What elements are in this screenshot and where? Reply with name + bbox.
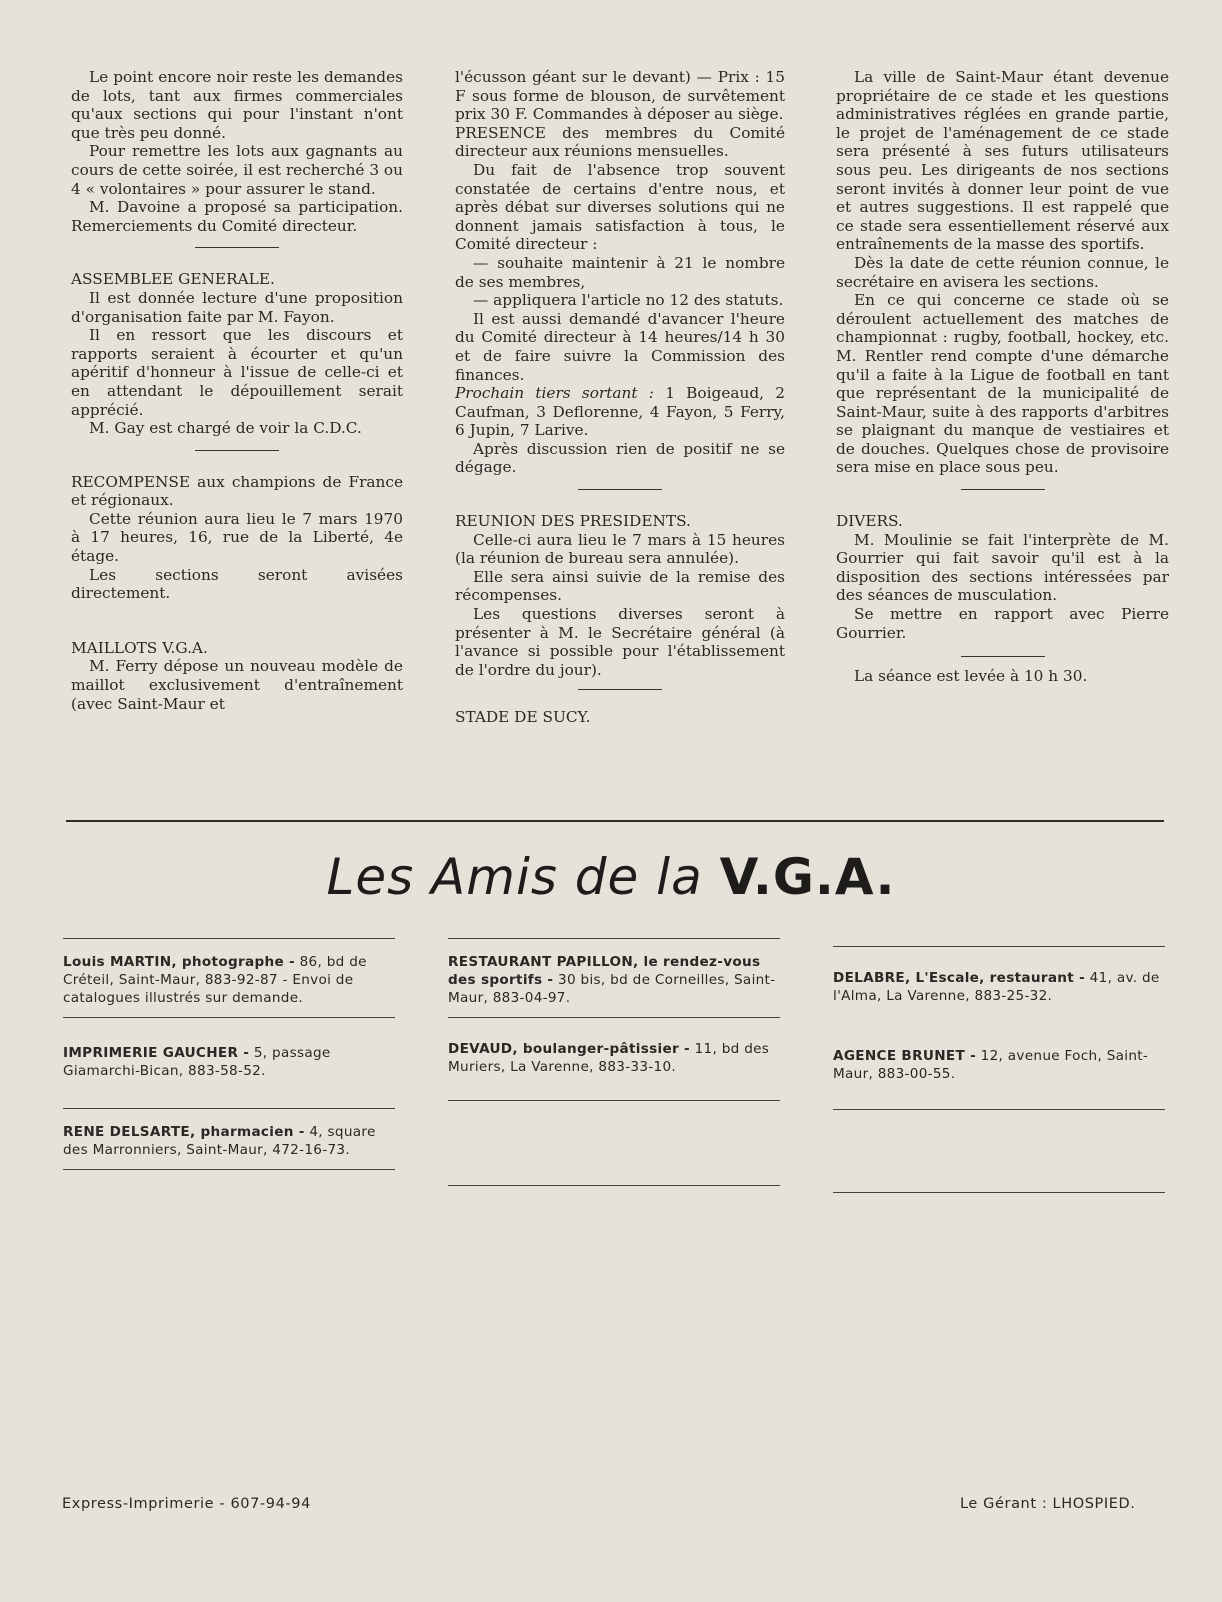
paragraph: Après discussion rien de positif ne se dégage. [455,439,785,477]
ad-name: RESTAURANT PAPILLON, le rendez-vous des sportifs - [448,954,761,988]
footer-printer: Express-Imprimerie - 607-94-94 [62,1496,311,1512]
section-heading-presence: PRESENCE des membres du Comité directeur aux réunions mensuelles. [455,123,785,161]
article-column-3 [836,68,1169,686]
article-column-2 [455,68,785,727]
horizontal-rule [66,820,1164,822]
spacer [71,603,403,621]
paragraph: M. Gay est chargé de voir la C.D.C. [89,419,362,438]
paragraph: Dès la date de cette réunion connue, le secrétaire en avisera les sections. [836,253,1169,291]
ad-text: 11, bd des Muriers, La Varenne, 883-33-10. [448,1041,770,1075]
paragraph: Il est aussi demandé d'avancer l'heure du Comité directeur à 14 heures/14 h 30 et de faire suivre la Commission des finances. [455,309,785,384]
paragraph: Elle sera ainsi suivie de la remise des récompenses. [455,567,785,605]
tiers-label: Prochain tiers sortant : [455,384,654,403]
ad-text: 86, bd de Créteil, Saint-Maur, 883-92-87 - Envoi de catalogues illustrés sur demande. [63,954,367,1006]
paragraph: Il en ressort que les discours et rapports seraient à écourter et qu'un apéritif d'honneur à l'issue de celle-ci et en attendant le dépouillement serait apprécié. [71,326,403,419]
ad-name: DELABRE, L'Escale, restaurant - [833,970,1086,986]
paragraph: — souhaite maintenir à 21 le nombre de ses membres, [455,253,785,291]
ad-empty-slot [833,1110,1165,1192]
ad-delabre [833,947,1165,1015]
advertiser-column-3 [833,938,1165,1193]
spacer [448,1086,780,1100]
paragraph: Celle-ci aura lieu le 7 mars à 15 heures (la réunion de bureau sera annulée). [455,530,785,568]
paragraph-tiers [455,384,785,440]
ad-delsarte [63,1109,395,1169]
ad-text: 30 bis, bd de Corneilles, Saint-Maur, 883-04-97. [448,972,776,1006]
ad-name: RENE DELSARTE, pharmacien - [63,1124,305,1140]
section-divider [961,656,1045,657]
paragraph: En ce qui concerne ce stade où se déroulent actuellement des matches de championnat : rugby, football, hockey, etc. M. Rentler rend compte d'une démarche qu'il a faite à la Ligue de football en tant que représentant de la municipalité de Saint-Maur, suite à des rapports d'arbitres se plaignant du manque de vestiaires et de douches. Quelques chose de provisoire sera mise en place sous peu. [836,291,1169,477]
ad-name: DEVAUD, boulanger-pâtissier - [448,1041,690,1057]
paragraph: M. Davoine a proposé sa participation. Remerciements du Comité directeur. [71,198,403,235]
section-heading-assemblee: ASSEMBLEE GENERALE. [71,270,275,289]
footer-manager: Le Gérant : LHOSPIED. [960,1496,1136,1512]
amis-title [0,848,1222,906]
paragraph: l'écusson géant sur le devant) — Prix : 15 F sous forme de blouson, de survêtement prix 30 F. Commandes à déposer au siège. [455,68,785,124]
paragraph: — appliquera l'article no 12 des statuts. [473,291,784,310]
paragraph: Du fait de l'absence trop souvent constatée de certains d'entre nous, et après débat sur diverses solutions qui ne donnent jamais satisfaction à tous, le Comité directeur : [455,160,785,254]
paragraph: Pour remettre les lots aux gagnants au cours de cette soirée, il est recherché 3 ou 4 « volontaires » pour assurer le stand. [71,142,403,198]
paragraph: Il est donnée lecture d'une proposition d'organisation faite par M. Fayon. [71,288,403,326]
amis-title-text: Les Amis de la [326,848,720,906]
section-heading-stade: STADE DE SUCY. [455,708,591,727]
paragraph: Cette réunion aura lieu le 7 mars 1970 à 17 heures, 16, rue de la Liberté, 4e étage. [71,509,403,566]
ad-divider [63,1169,395,1170]
section-heading-divers: DIVERS. [836,512,903,531]
paragraph: Le point encore noir reste les demandes de lots, tant aux firmes commerciales qu'aux sections qui pour l'instant n'ont que très peu donné. [71,68,403,142]
section-divider [961,489,1045,490]
article-column-1 [71,68,403,713]
paragraph: Les sections seront avisées directement. [71,565,403,603]
ad-text: 4, square des Marronniers, Saint-Maur, 472-16-73. [63,1124,376,1158]
spacer [833,1015,1165,1047]
ad-name: AGENCE BRUNET - [833,1048,977,1064]
paragraph: M. Moulinie se fait l'interprète de M. Gourrier qui fait savoir qu'il est à la disposition des sections intéressées par des séances de musculation. [836,530,1169,605]
tiers-list: 1 Boigeaud, 2 Caufman, 3 Deflorenne, 4 Fayon, 5 Ferry, 6 Jupin, 7 Larive. [455,384,785,440]
ad-text: 12, avenue Foch, Saint-Maur, 883-00-55. [833,1048,1149,1082]
section-heading-reunion: REUNION DES PRESIDENTS. [455,512,691,531]
amis-title-vga: V.G.A. [719,848,896,906]
section-divider [195,247,279,248]
ad-name: Louis MARTIN, photographe - [63,954,295,970]
ad-devaud [448,1018,780,1086]
spacer [71,621,403,639]
ad-gaucher [63,1018,395,1090]
section-divider [578,689,662,690]
ad-divider [833,1192,1165,1193]
ad-text: 5, passage Giamarchi-Bican, 883-58-52. [63,1045,331,1079]
advertiser-column-2 [448,938,780,1186]
closing-line: La séance est levée à 10 h 30. [854,667,1088,686]
paragraph: M. Ferry dépose un nouveau modèle de maillot exclusivement d'entraînement (avec Saint-Maur et [71,657,403,713]
section-heading-recompense: RECOMPENSE aux champions de France et régionaux. [71,472,403,510]
section-heading-maillots: MAILLOTS V.G.A. [71,638,208,657]
ad-brunet [833,1047,1165,1093]
ad-divider [448,1185,780,1186]
ad-martin [63,939,395,1017]
paragraph: Se mettre en rapport avec Pierre Gourrier. [836,605,1169,642]
section-divider [578,489,662,490]
spacer [833,1093,1165,1109]
paragraph: Les questions diverses seront à présenter à M. le Secrétaire général (à l'avance si possible pour l'établissement de l'ordre du jour). [455,605,785,679]
spacer [63,1090,395,1108]
ad-papillon [448,939,780,1017]
ad-empty-slot [448,1101,780,1185]
ad-text: 41, av. de l'Alma, La Varenne, 883-25-32. [833,970,1160,1004]
section-divider [195,450,279,451]
ad-name: IMPRIMERIE GAUCHER - [63,1045,250,1061]
advertiser-column-1 [63,938,395,1170]
paragraph: La ville de Saint-Maur étant devenue propriétaire de ce stade et les questions administratives réglées en grande partie, le projet de l'aménagement de ce stade sera présenté à ses futurs utilisateurs sous peu. Les dirigeants de nos sections seront invités à donner leur point de vue et autres suggestions. Il est rappelé que ce stade sera essentiellement réservé aux entraînements de la masse des sportifs. [836,68,1169,254]
